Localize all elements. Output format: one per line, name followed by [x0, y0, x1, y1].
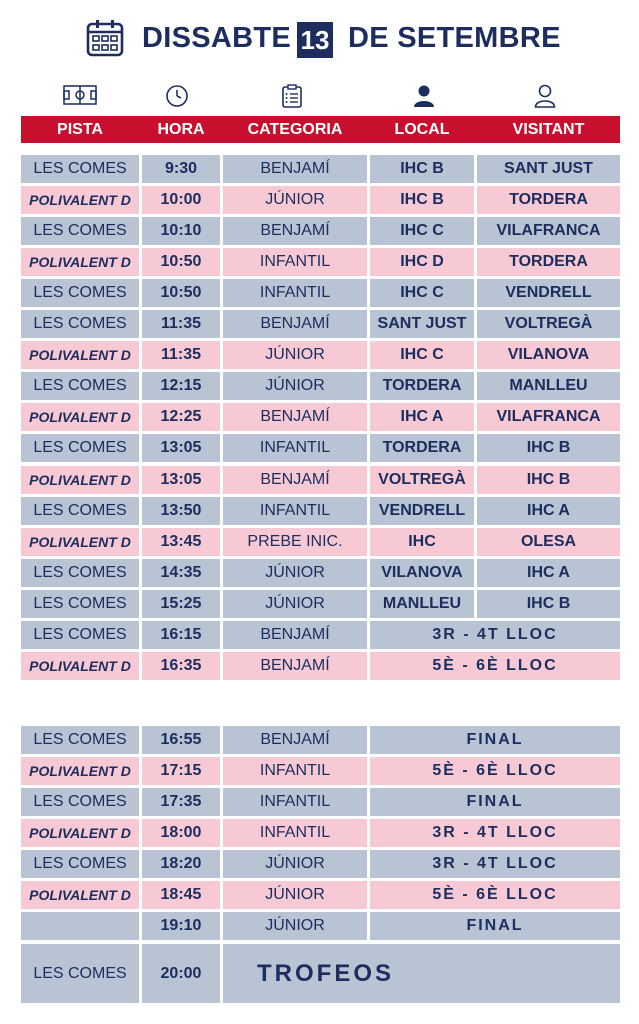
user-outline-icon — [534, 84, 556, 110]
hora-cell: 13:50 — [142, 497, 220, 525]
pista-cell — [21, 912, 139, 940]
categoria-cell: INFANTIL — [223, 788, 367, 816]
categoria-cell: JÚNIOR — [223, 912, 367, 940]
table-row — [21, 881, 620, 909]
pista-cell: LES COMES — [21, 726, 139, 754]
categoria-cell: BENJAMÍ — [223, 217, 367, 245]
table-row — [21, 372, 620, 400]
pista-cell: POLIVALENT D — [21, 466, 139, 494]
table-row — [21, 497, 620, 525]
pista-cell: LES COMES — [21, 372, 139, 400]
categoria-cell: JÚNIOR — [223, 881, 367, 909]
local-cell: IHC B — [370, 186, 474, 214]
hora-cell: 16:55 — [142, 726, 220, 754]
categoria-cell: INFANTIL — [223, 819, 367, 847]
pista-cell: POLIVALENT D — [21, 403, 139, 431]
table-row — [21, 186, 620, 214]
table-row — [21, 155, 620, 183]
table-row — [21, 652, 620, 680]
local-cell: VILANOVA — [370, 559, 474, 587]
hora-cell: 17:15 — [142, 757, 220, 785]
hora-cell: 20:00 — [142, 944, 220, 1003]
visitant-cell: TORDERA — [477, 186, 620, 214]
categoria-cell: BENJAMÍ — [223, 155, 367, 183]
column-header-pista: PISTA — [57, 121, 103, 138]
local-cell: IHC B — [370, 155, 474, 183]
local-cell: TORDERA — [370, 434, 474, 462]
hora-cell: 18:45 — [142, 881, 220, 909]
local-cell: IHC D — [370, 248, 474, 276]
local-cell: IHC — [370, 528, 474, 556]
visitant-cell: VENDRELL — [477, 279, 620, 307]
table-row — [21, 248, 620, 276]
column-header-hora: HORA — [157, 121, 205, 138]
hora-cell: 13:05 — [142, 434, 220, 462]
match-cell: 3R - 4T LLOC — [370, 850, 620, 878]
categoria-cell: JÚNIOR — [223, 186, 367, 214]
categoria-cell: BENJAMÍ — [223, 310, 367, 338]
categoria-cell: BENJAMÍ — [223, 403, 367, 431]
table-row — [21, 788, 620, 816]
visitant-cell: IHC A — [477, 559, 620, 587]
hora-cell: 10:00 — [142, 186, 220, 214]
visitant-cell: VILANOVA — [477, 341, 620, 369]
calendar-icon — [86, 19, 124, 57]
categoria-cell: INFANTIL — [223, 248, 367, 276]
pista-cell: LES COMES — [21, 434, 139, 462]
visitant-cell: VILAFRANCA — [477, 217, 620, 245]
match-cell: 3R - 4T LLOC — [370, 819, 620, 847]
clipboard-icon — [281, 84, 303, 110]
table-row — [21, 726, 620, 754]
table-row — [21, 434, 620, 462]
day-label: DISSABTE — [142, 22, 292, 54]
month-label: DE SETEMBRE — [348, 22, 561, 54]
pista-cell: POLIVALENT D — [21, 528, 139, 556]
court-icon — [63, 84, 97, 110]
trofeos-label: TROFEOS — [223, 944, 620, 1003]
hora-cell: 16:15 — [142, 621, 220, 649]
visitant-cell: VOLTREGÀ — [477, 310, 620, 338]
visitant-cell: IHC B — [477, 434, 620, 462]
local-cell: VENDRELL — [370, 497, 474, 525]
categoria-cell: BENJAMÍ — [223, 726, 367, 754]
hora-cell: 13:05 — [142, 466, 220, 494]
visitant-cell: TORDERA — [477, 248, 620, 276]
pista-cell: POLIVALENT D — [21, 819, 139, 847]
categoria-cell: JÚNIOR — [223, 590, 367, 618]
pista-cell: LES COMES — [21, 944, 139, 1003]
hora-cell: 19:10 — [142, 912, 220, 940]
hora-cell: 11:35 — [142, 310, 220, 338]
table-row — [21, 912, 620, 940]
local-cell: SANT JUST — [370, 310, 474, 338]
pista-cell: LES COMES — [21, 590, 139, 618]
match-cell: FINAL — [370, 788, 620, 816]
hora-cell: 10:50 — [142, 248, 220, 276]
table-row — [21, 819, 620, 847]
table-row — [21, 757, 620, 785]
visitant-cell: OLESA — [477, 528, 620, 556]
hora-cell: 17:35 — [142, 788, 220, 816]
categoria-cell: JÚNIOR — [223, 341, 367, 369]
categoria-cell: BENJAMÍ — [223, 652, 367, 680]
pista-cell: LES COMES — [21, 155, 139, 183]
user-solid-icon — [413, 84, 435, 110]
hora-cell: 11:35 — [142, 341, 220, 369]
pista-cell: LES COMES — [21, 559, 139, 587]
categoria-cell: INFANTIL — [223, 757, 367, 785]
table-row — [21, 403, 620, 431]
categoria-cell: PREBE INIC. — [223, 528, 367, 556]
table-row — [21, 590, 620, 618]
match-cell: 5È - 6È LLOC — [370, 757, 620, 785]
hora-cell: 18:20 — [142, 850, 220, 878]
pista-cell: POLIVALENT D — [21, 881, 139, 909]
pista-cell: LES COMES — [21, 310, 139, 338]
column-header-local: LOCAL — [394, 121, 450, 138]
column-header-visitant: VISITANT — [512, 121, 585, 138]
pista-cell: POLIVALENT D — [21, 248, 139, 276]
table-row — [21, 528, 620, 556]
local-cell: MANLLEU — [370, 590, 474, 618]
pista-cell: POLIVALENT D — [21, 341, 139, 369]
categoria-cell: BENJAMÍ — [223, 621, 367, 649]
match-cell: FINAL — [370, 726, 620, 754]
categoria-cell: JÚNIOR — [223, 372, 367, 400]
match-cell: FINAL — [370, 912, 620, 940]
table-row — [21, 279, 620, 307]
visitant-cell: SANT JUST — [477, 155, 620, 183]
hora-cell: 16:35 — [142, 652, 220, 680]
table-row — [21, 621, 620, 649]
table-row — [21, 850, 620, 878]
hora-cell: 10:10 — [142, 217, 220, 245]
hora-cell: 13:45 — [142, 528, 220, 556]
table-row — [21, 559, 620, 587]
day-number-badge: 13 — [297, 22, 333, 58]
visitant-cell: IHC A — [477, 497, 620, 525]
table-row — [21, 310, 620, 338]
hora-cell: 18:00 — [142, 819, 220, 847]
local-cell: VOLTREGÀ — [370, 466, 474, 494]
visitant-cell: IHC B — [477, 466, 620, 494]
match-cell: 5È - 6È LLOC — [370, 881, 620, 909]
hora-cell: 12:25 — [142, 403, 220, 431]
pista-cell: POLIVALENT D — [21, 186, 139, 214]
pista-cell: LES COMES — [21, 279, 139, 307]
visitant-cell: MANLLEU — [477, 372, 620, 400]
page-title — [0, 0, 639, 78]
clock-icon — [165, 84, 189, 110]
local-cell: IHC C — [370, 217, 474, 245]
hora-cell: 14:35 — [142, 559, 220, 587]
pista-cell: POLIVALENT D — [21, 652, 139, 680]
match-cell: 5È - 6È LLOC — [370, 652, 620, 680]
local-cell: IHC A — [370, 403, 474, 431]
hora-cell: 12:15 — [142, 372, 220, 400]
pista-cell: LES COMES — [21, 621, 139, 649]
visitant-cell: VILAFRANCA — [477, 403, 620, 431]
pista-cell: POLIVALENT D — [21, 757, 139, 785]
pista-cell: LES COMES — [21, 217, 139, 245]
table-row — [21, 217, 620, 245]
table-row — [21, 466, 620, 494]
visitant-cell: IHC B — [477, 590, 620, 618]
local-cell: IHC C — [370, 279, 474, 307]
categoria-cell: JÚNIOR — [223, 559, 367, 587]
categoria-cell: INFANTIL — [223, 497, 367, 525]
categoria-cell: BENJAMÍ — [223, 466, 367, 494]
hora-cell: 9:30 — [142, 155, 220, 183]
table-row — [21, 341, 620, 369]
trofeos-row — [21, 944, 620, 1003]
local-cell: TORDERA — [370, 372, 474, 400]
pista-cell: LES COMES — [21, 788, 139, 816]
hora-cell: 15:25 — [142, 590, 220, 618]
match-cell: 3R - 4T LLOC — [370, 621, 620, 649]
categoria-cell: JÚNIOR — [223, 850, 367, 878]
categoria-cell: INFANTIL — [223, 279, 367, 307]
column-header-bar — [21, 116, 620, 143]
categoria-cell: INFANTIL — [223, 434, 367, 462]
pista-cell: LES COMES — [21, 850, 139, 878]
local-cell: IHC C — [370, 341, 474, 369]
column-header-categoria: CATEGORIA — [247, 121, 343, 138]
hora-cell: 10:50 — [142, 279, 220, 307]
pista-cell: LES COMES — [21, 497, 139, 525]
